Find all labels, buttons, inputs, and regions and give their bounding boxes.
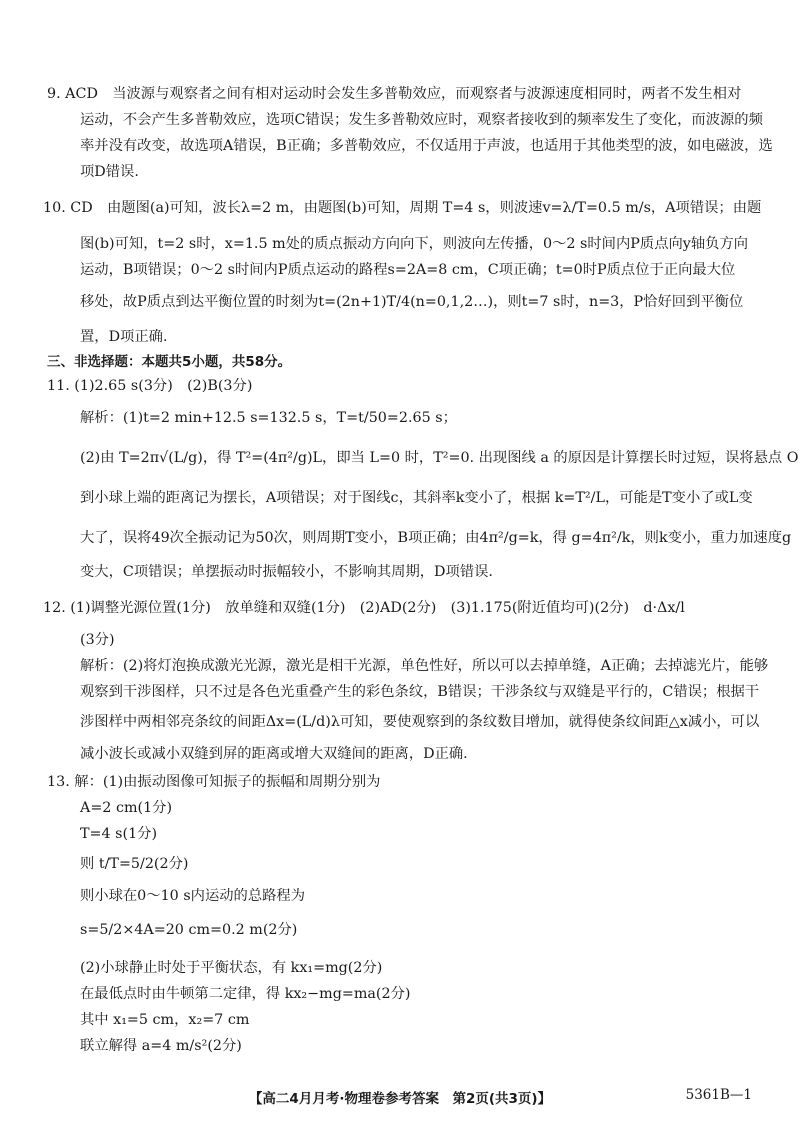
text-line: 则小球在0～10 s内运动的总路程为 bbox=[80, 888, 306, 904]
text-line: 10. CD 由题图(a)可知，波长λ=2 m，由题图(b)可知，周期 T=4 s，则波速v=λ/T=0.5 m/s，A项错误；由题 bbox=[43, 200, 762, 216]
text-line: A=2 cm(1分) bbox=[80, 800, 173, 816]
text-line: 变大，C项错误；单摆振动时振幅较小，不影响其周期，D项错误. bbox=[80, 564, 493, 580]
text-line: 运动，B项错误；0～2 s时间内P质点运动的路程s=2A=8 cm，C项正确；t=0时P质点位于正向最大位 bbox=[80, 262, 736, 278]
text-line: (3分) bbox=[80, 632, 115, 648]
text-line: 12. (1)调整光源位置(1分) 放单缝和双缝(1分) (2)AD(2分) (3)1.175(附近值均可)(2分) d·Δx/l bbox=[43, 600, 685, 616]
text-line: 移处，故P质点到达平衡位置的时刻为t=(2n+1)T/4(n=0,1,2…)，则t=7 s时，n=3，P恰好回到平衡位 bbox=[80, 294, 744, 310]
text-line: T=4 s(1分) bbox=[80, 826, 158, 842]
text-line: 观察到干涉图样，只不过是各色光重叠产生的彩色条纹，B错误；干涉条纹与双缝是平行的，C错误；根据干 bbox=[80, 684, 760, 700]
text-line: 13. 解：(1)由振动图像可知振子的振幅和周期分别为 bbox=[47, 774, 381, 790]
footer-title: 【高二4月月考·物理卷参考答案 第2页(共3页)】 bbox=[248, 1091, 552, 1107]
text-line: 到小球上端的距离记为摆长，A项错误；对于图线c，其斜率k变小了，根据 k=T²/L，可能是T变小了或L变 bbox=[80, 490, 753, 506]
text-line: 涉图样中两相邻亮条纹的间距Δx=(L/d)λ可知，要使观察到的条纹数目增加，就得使条纹间距△x减小，可以 bbox=[80, 714, 760, 730]
text-line: 其中 x₁=5 cm，x₂=7 cm bbox=[80, 1012, 250, 1028]
text-line: 联立解得 a=4 m/s²(2分) bbox=[80, 1038, 242, 1054]
text-line: (2)小球静止时处于平衡状态，有 kx₁=mg(2分) bbox=[80, 960, 383, 976]
text-line: 运动，不会产生多普勒效应，选项C错误；发生多普勒效应时，观察者接收到的频率发生了变化，而波源的频 bbox=[80, 112, 763, 128]
text-line: s=5/2×4A=20 cm=0.2 m(2分) bbox=[80, 922, 298, 938]
section-heading: 三、非选择题：本题共5小题，共58分。 bbox=[47, 354, 292, 370]
text-line: 11. (1)2.65 s(3分) (2)B(3分) bbox=[47, 378, 253, 394]
text-line: 9. ACD 当波源与观察者之间有相对运动时会发生多普勒效应，而观察者与波源速度相同时，两者不发生相对 bbox=[47, 86, 742, 102]
text-line: 则 t/T=5/2(2分) bbox=[80, 856, 189, 872]
text-line: 项D错误. bbox=[80, 164, 139, 180]
text-line: 率并没有改变，故选项A错误，B正确；多普勒效应，不仅适用于声波，也适用于其他类型的波，如电磁波，选 bbox=[80, 138, 773, 154]
text-line: 图(b)可知，t=2 s时，x=1.5 m处的质点振动方向向下，则波向左传播，0～2 s时间内P质点向y轴负方向 bbox=[80, 236, 749, 252]
text-line: 大了，误将49次全振动记为50次，则周期T变小，B项正确；由4π²/g=k，得 g=4π²/k，则k变小，重力加速度g bbox=[80, 530, 792, 546]
page-footer bbox=[0, 1087, 800, 1107]
text-line: 减小波长或减小双缝到屏的距离或增大双缝间的距离，D正确. bbox=[80, 746, 468, 762]
text-line: 在最低点时由牛顿第二定律，得 kx₂−mg=ma(2分) bbox=[80, 986, 411, 1002]
footer-code: 5361B—1 bbox=[685, 1087, 752, 1103]
text-line: 解析：(1)t=2 min+12.5 s=132.5 s，T=t/50=2.65 s； bbox=[80, 410, 457, 426]
text-line: 解析：(2)将灯泡换成激光光源，激光是相干光源，单色性好，所以可以去掉单缝，A正确；去掉滤光片，能够 bbox=[80, 658, 769, 674]
text-line: 置，D项正确. bbox=[80, 329, 168, 345]
text-line: (2)由 T=2π√(L/g)，得 T²=(4π²/g)L，即当 L=0 时，T²=0. 出现图线 a 的原因是计算摆长时过短，误将悬点 O bbox=[80, 450, 799, 466]
